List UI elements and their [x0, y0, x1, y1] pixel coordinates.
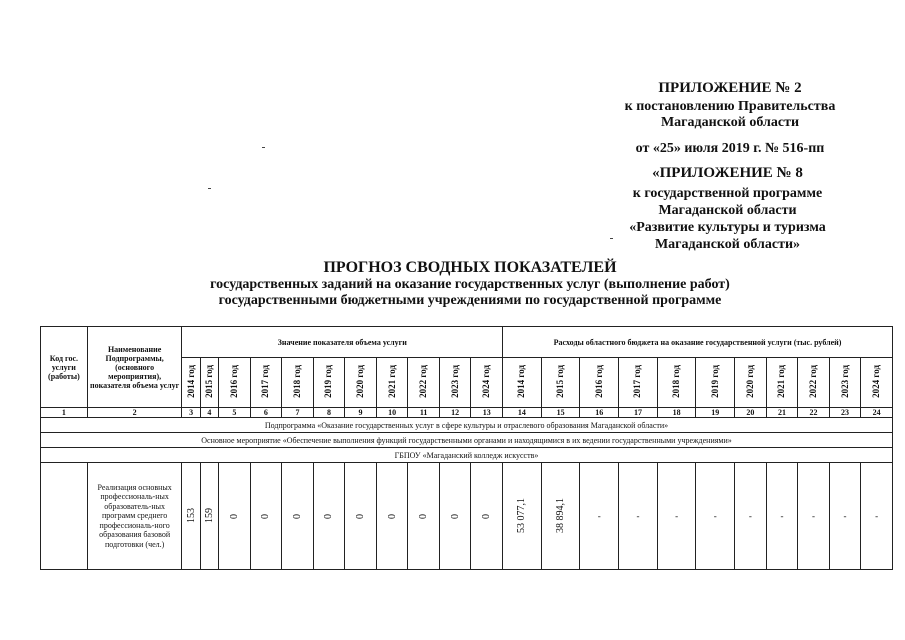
volume-year-header [313, 358, 345, 408]
document-title-sub2: государственными бюджетными учреждениями по государственной программе [218, 293, 722, 308]
volume-value: 0 [418, 514, 430, 519]
column-number: 23 [829, 408, 861, 418]
volume-year-header [282, 358, 314, 408]
forecast-table [40, 326, 893, 570]
volume-year-header [408, 358, 440, 408]
column-number: 16 [580, 408, 619, 418]
volume-year-header [250, 358, 282, 408]
column-number: 11 [408, 408, 440, 418]
expense-year-header [580, 358, 619, 408]
volume-value: 0 [291, 514, 303, 519]
column-number: 6 [250, 408, 282, 418]
volume-year-header [345, 358, 377, 408]
row-name: Реализация основных профессиональ-ных образователь-ных программ среднего профессиональ-ного образования базовой подготовки (чел.) [87, 463, 182, 570]
volume-value-cell [408, 463, 440, 570]
volume-year-label: 2018 год [291, 365, 302, 398]
institution-row: ГБПОУ «Магаданский колледж искусств» [41, 448, 893, 463]
volume-value: 0 [481, 514, 493, 519]
column-number: 9 [345, 408, 377, 418]
volume-value-cell [439, 463, 471, 570]
expense-value-cell [735, 463, 767, 570]
volume-value: 159 [203, 507, 215, 523]
expense-value: - [811, 511, 815, 521]
appendix-8-line1: к государственной программе [632, 186, 823, 201]
volume-year-label: 2015 год [203, 365, 214, 398]
header-name: Наименование Подпрограммы, (основного мероприятия), показателя объема услуг [87, 327, 182, 408]
volume-year-header [200, 358, 218, 408]
column-number: 1 [41, 408, 88, 418]
volume-year-label: 2022 год [418, 365, 429, 398]
column-number: 17 [619, 408, 658, 418]
volume-value-cell [182, 463, 200, 570]
expense-value: - [748, 511, 752, 521]
volume-value: 0 [386, 514, 398, 519]
volume-value: 0 [449, 514, 461, 519]
volume-year-header [439, 358, 471, 408]
subprogram-row: Подпрограмма «Оказание государственных услуг в сфере культуры и отраслевого образования Магаданской области» [41, 418, 893, 433]
scan-speck [208, 188, 211, 189]
column-number: 5 [219, 408, 251, 418]
column-number: 7 [282, 408, 314, 418]
expense-year-header [503, 358, 542, 408]
document-title-main: ПРОГНОЗ СВОДНЫХ ПОКАЗАТЕЛЕЙ [323, 259, 617, 276]
expense-year-label: 2023 год [839, 365, 850, 398]
volume-value-cell [250, 463, 282, 570]
column-number: 22 [798, 408, 830, 418]
expense-value-cell [829, 463, 861, 570]
scan-speck [262, 147, 265, 148]
volume-year-header [471, 358, 503, 408]
volume-value: 0 [355, 514, 367, 519]
appendix-8-title: «ПРИЛОЖЕНИЕ № 8 [652, 165, 803, 181]
header-code: Код гос. услуги (работы) [41, 327, 88, 408]
volume-year-label: 2023 год [449, 365, 460, 398]
expense-value-cell [657, 463, 696, 570]
expense-value: - [875, 511, 879, 521]
volume-value: 153 [185, 507, 197, 523]
expense-year-label: 2015 год [555, 365, 566, 398]
appendix-8-line2: Магаданской области [658, 203, 797, 218]
appendix-8-line3: «Развитие культуры и туризма [629, 220, 826, 235]
expense-value: 53 077,1 [516, 497, 528, 533]
appendix-8-block [590, 165, 865, 253]
volume-value-cell [282, 463, 314, 570]
expense-year-header [861, 358, 893, 408]
expense-year-header [619, 358, 658, 408]
expense-year-header [766, 358, 798, 408]
column-number: 2 [87, 408, 182, 418]
appendix-2-title: ПРИЛОЖЕНИЕ № 2 [658, 80, 802, 96]
appendix-2-line1: к постановлению Правительства [624, 99, 836, 114]
volume-year-header [376, 358, 408, 408]
column-number: 21 [766, 408, 798, 418]
expense-year-label: 2024 год [871, 365, 882, 398]
expense-year-header [735, 358, 767, 408]
volume-year-label: 2014 год [185, 365, 196, 398]
volume-year-label: 2016 год [228, 365, 239, 398]
row-code [41, 463, 88, 570]
expense-value: - [843, 511, 847, 521]
expense-value: - [597, 511, 601, 521]
expense-value-cell [619, 463, 658, 570]
volume-value-cell [376, 463, 408, 570]
expense-year-header [657, 358, 696, 408]
expense-value-cell [696, 463, 735, 570]
document-title [180, 259, 760, 309]
expense-value: - [675, 511, 679, 521]
column-number: 4 [200, 408, 218, 418]
volume-year-label: 2019 год [323, 365, 334, 398]
volume-value: 0 [228, 514, 240, 519]
column-number: 8 [313, 408, 345, 418]
expense-year-label: 2022 год [807, 365, 818, 398]
column-number: 13 [471, 408, 503, 418]
column-number: 18 [657, 408, 696, 418]
appendix-2-date: от «25» июля 2019 г. № 516-пп [635, 141, 825, 156]
volume-value-cell [313, 463, 345, 570]
appendix-8-line4: Магаданской области» [654, 237, 801, 252]
volume-value-cell [345, 463, 377, 570]
appendix-2-line2: Магаданской области [660, 115, 800, 130]
scan-speck [610, 238, 613, 239]
expense-year-header [798, 358, 830, 408]
expense-value-cell [861, 463, 893, 570]
column-number: 15 [541, 408, 580, 418]
document-title-sub1: государственных заданий на оказание государственных услуг (выполнение работ) [210, 277, 730, 292]
volume-year-label: 2024 год [481, 365, 492, 398]
volume-value-cell [219, 463, 251, 570]
expense-value-cell [541, 463, 580, 570]
column-number: 19 [696, 408, 735, 418]
expense-year-header [541, 358, 580, 408]
column-number: 10 [376, 408, 408, 418]
volume-year-label: 2017 год [260, 365, 271, 398]
expense-year-label: 2014 год [516, 365, 527, 398]
volume-year-header [219, 358, 251, 408]
expense-year-label: 2020 год [744, 365, 755, 398]
expense-year-label: 2017 год [632, 365, 643, 398]
column-number: 3 [182, 408, 200, 418]
expense-value: - [636, 511, 640, 521]
expense-year-label: 2018 год [671, 365, 682, 398]
volume-value: 0 [323, 514, 335, 519]
column-number: 20 [735, 408, 767, 418]
expense-year-label: 2016 год [593, 365, 604, 398]
volume-year-header [182, 358, 200, 408]
header-volume-group: Значение показателя объема услуги [182, 327, 503, 358]
expense-value: 38 894,1 [555, 497, 567, 533]
volume-value-cell [471, 463, 503, 570]
expense-value-cell [580, 463, 619, 570]
expense-year-header [696, 358, 735, 408]
expense-year-header [829, 358, 861, 408]
expense-year-label: 2019 год [709, 365, 720, 398]
volume-value-cell [200, 463, 218, 570]
expense-value-cell [766, 463, 798, 570]
header-expense-group: Расходы областного бюджета на оказание государственной услуги (тыс. рублей) [503, 327, 893, 358]
volume-year-label: 2021 год [386, 365, 397, 398]
expense-year-label: 2021 год [776, 365, 787, 398]
expense-value: - [713, 511, 717, 521]
expense-value: - [780, 511, 784, 521]
column-number: 14 [503, 408, 542, 418]
appendix-2-block [600, 80, 860, 157]
column-number: 12 [439, 408, 471, 418]
volume-year-label: 2020 год [355, 365, 366, 398]
column-number: 24 [861, 408, 893, 418]
volume-value: 0 [260, 514, 272, 519]
expense-value-cell [503, 463, 542, 570]
expense-value-cell [798, 463, 830, 570]
main-activity-row: Основное мероприятие «Обеспечение выполнения функций государственными органами и находящимися в их ведении государственными учреждениями» [41, 433, 893, 448]
